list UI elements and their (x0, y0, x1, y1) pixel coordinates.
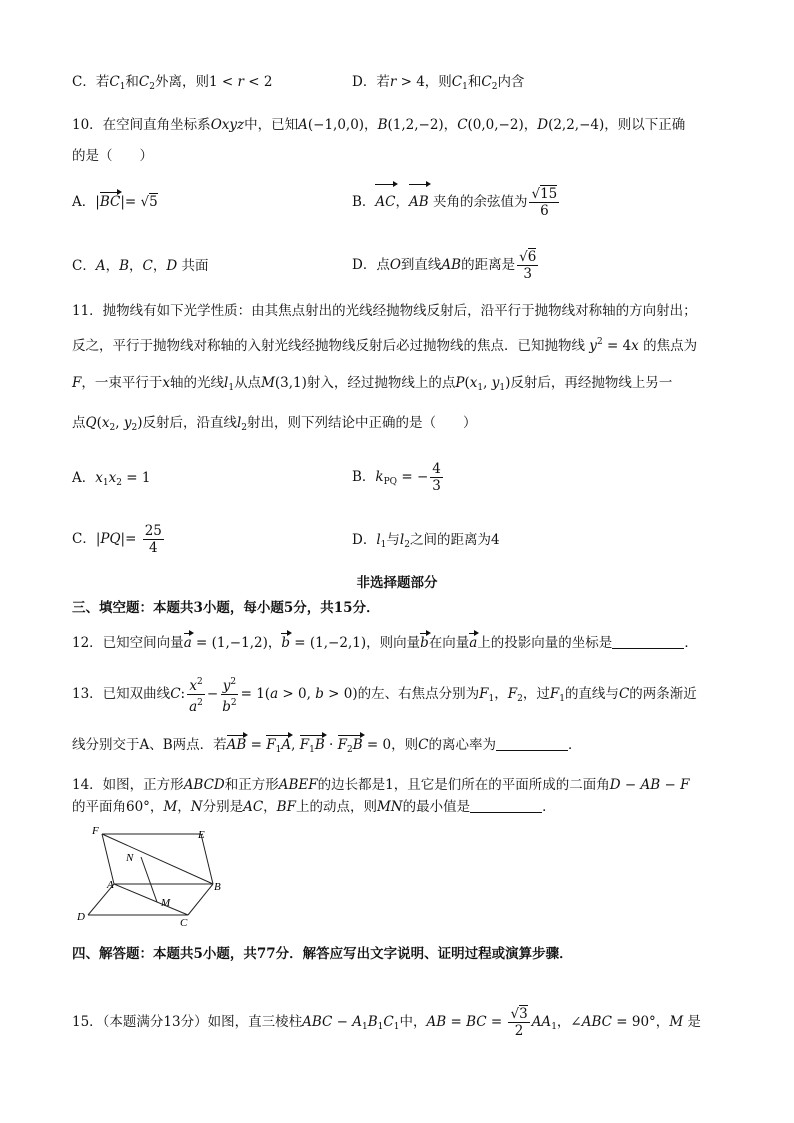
label-m: M (161, 897, 171, 909)
q11-option-b: B．$k_{PQ}$ = − $\frac{4}{3}$ (352, 461, 441, 494)
label-n: N (126, 852, 134, 864)
q14-line2: 的平面角60°，M，N分别是AC，BF上的动点，则MN的最小值是 ． (72, 799, 556, 815)
q11-line1: 11．抛物线有如下光学性质：由其焦点射出的光线经抛物线反射后，沿平行于抛物线对称轴的方向射出； (72, 303, 697, 319)
q10-stem-line1: 10．在空间直角坐标系Oxyz中，已知A(−1,0,0)，B(1,2,−2)，C(0,0,−2)，D(2,2,−4)，则以下正确 (72, 117, 686, 133)
q13-line1: 13．已知双曲线C: $\frac{x^2}{a^2}$ − $\frac{y^2}{b^2}$ = 1(a > 0, b > 0)的左、右焦点分别为$F_1$，$F_2$，过$F_1$的直线与C的两条渐近 (72, 674, 697, 718)
q11-option-a: A．$x_1x_2 = 1$ (72, 470, 151, 488)
q12: 12．已知空间向量a = (1,−1,2)，b = (1,−2,1)，则向量b在向量a上的投影向量的坐标是 ． (72, 635, 698, 651)
q11-line4: 点$Q(x_2$, $y_2$)反射后，沿直线$l_2$射出，则下列结论中正确的是（ ） (72, 415, 477, 433)
q10-stem-line2: 的是（ ） (72, 148, 153, 164)
label-d: D (77, 911, 85, 923)
q9-option-d: D．若r > 4，则$C_1$和$C_2$内含 (352, 74, 525, 92)
label-c: C (180, 917, 188, 929)
q11-option-c: C．|PQ|= $\frac{25}{4}$ (72, 523, 162, 556)
section3-title: 三、填空题：本题共3小题，每小题5分，共15分． (72, 600, 380, 616)
part2-title: 非选择题部分 (356, 575, 438, 591)
q10-option-b: B．AC，AB 夹角的余弦值为 $\frac{√15}{6}$ (352, 186, 558, 219)
q11-line2: 反之，平行于抛物线对称轴的入射光线经抛物线反射后必过抛物线的焦点．已知抛物线 $y^2 = 4x$ 的焦点为 (72, 337, 698, 354)
label-b: B (214, 881, 221, 893)
q14-line1: 14．如图，正方形ABCD和正方形ABEF的边长都是1，且它是们所在的平面所成的二面角D − AB − F (72, 777, 690, 793)
section4-title: 四、解答题：本题共5小题，共77分．解答应写出文字说明、证明过程或演算步骤． (72, 946, 573, 962)
dihedral-figure (70, 822, 220, 927)
q10-option-a: A．|BC|= √5 (72, 194, 158, 210)
q10-option-c: C．A，B，C，D 共面 (72, 258, 209, 274)
q13-line2: 线分别交于A、B两点．若AB = $F_1A$, $F_1B \cdot F_2B = 0$，则C的离心率为 ． (72, 735, 581, 760)
label-f: F (92, 825, 99, 837)
q10-option-d: D．点O到直线AB的距离是 $\frac{√6}{3}$ (352, 249, 537, 282)
q15: 15．（本题满分13分）如图，直三棱柱ABC − $A_1B_1C_1$中，AB = BC = $\frac{√3}{2}$ $AA_1$，∠ABC = 90°，M 是 (72, 1006, 701, 1039)
q11-line3: F，一束平行于x轴的光线$l_1$从点M(3,1)射入，经过抛物线上的点$P(x_1$, $y_1$)反射后，再经抛物线上另一 (72, 375, 673, 393)
label-a: A (107, 879, 114, 891)
q11-option-d: D．$l_1$与$l_2$之间的距离为4 (352, 532, 500, 550)
q9-option-c: C．若$C_1$和$C_2$外离，则1 < r < 2 (72, 74, 273, 92)
label-e: E (198, 829, 205, 841)
